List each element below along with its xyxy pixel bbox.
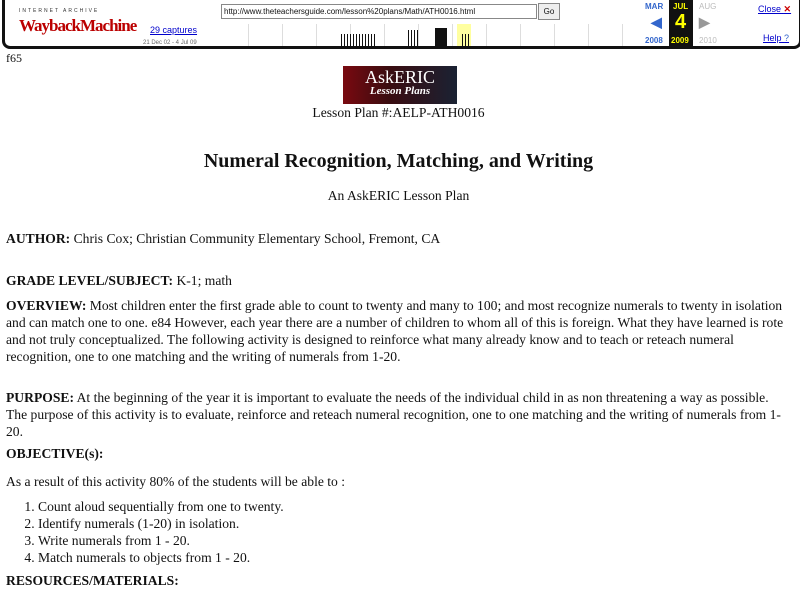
f65-text: f65 [6,51,22,65]
capture-range: 21 Dec 02 - 4 Jul 09 [143,40,197,46]
prev-arrow-icon[interactable]: ◀ [651,14,662,30]
list-item: 3. Write numerals from 1 - 20. [38,532,788,549]
next-year: 2010 [699,36,717,45]
grade [6,272,791,289]
capture-bars[interactable] [341,34,375,46]
current-month: JUL [673,2,689,11]
page-title: Numeral Recognition, Matching, and Writing [203,150,594,172]
close-icon[interactable]: ✕ [783,4,792,14]
logo-title: AskERIC [364,67,435,87]
author-label: AUTHOR: [6,231,71,246]
overview-label: OVERVIEW: [6,298,87,313]
author [6,230,791,247]
objectives-heading: OBJECTIVE(s): [6,446,104,461]
prev-month[interactable]: MAR [645,2,664,11]
author-value: Chris Cox; Christian Community Elementary School, Fremont, CA [70,231,441,246]
help-label[interactable]: Help [763,33,782,43]
resources-heading: RESOURCES/MATERIALS: [6,573,179,588]
purpose-label: PURPOSE: [6,390,74,405]
capture-bars[interactable] [462,34,470,46]
url-input[interactable]: http://www.theteachersguide.com/lesson%20plans/Math/ATH0016.html [221,4,537,19]
page-subtitle: An AskERIC Lesson Plan [327,188,470,203]
grade-label: GRADE LEVEL/SUBJECT: [6,273,174,288]
internet-archive-label: INTERNET ARCHIVE [19,8,100,14]
wayback-toolbar [2,0,800,49]
close-link[interactable] [758,4,791,15]
overview [6,297,791,365]
list-item: 2. Identify numerals (1-20) in isolation. [38,515,788,532]
plan-number: Lesson Plan #:AELP-ATH0016 [312,105,485,120]
close-label[interactable]: Close [758,4,782,14]
logo-sub: Lesson Plans [369,85,431,97]
go-button[interactable]: Go [538,3,560,20]
grade-value: K-1; math [173,273,232,288]
next-month: AUG [699,2,717,11]
capture-bars[interactable] [435,28,447,46]
current-year: 2009 [671,36,689,45]
help-icon[interactable]: ? [784,33,790,43]
next-arrow-icon: ▶ [699,14,710,30]
list-item: 4. Match numerals to objects from 1 - 20. [38,549,788,566]
purpose-text: At the beginning of the year it is important to evaluate the needs of the individual child in as non threatening a way as possible. The purpose of this activity is to evaluate, reinforce and reteach numeral recognition, one to one matching and the writing of numerals from 1-20. [6,390,781,439]
help-link[interactable] [763,33,789,43]
overview-text: Most children enter the first grade able to count to twenty and many to 100; and most recognize numerals to twenty in isolation and can match one to one. e84 However, each year there are a number of children to whom all of this is foreign. What they have learned is rote and not truly conceptualized. The following activity is designed to reinforce what many already know and to teach or reteach numeral recognition, one to one matching and the writing of numerals from 1-20. [6,298,784,364]
purpose [6,389,791,440]
objectives-list [6,498,788,566]
current-day: 4 [675,11,687,33]
prev-year[interactable]: 2008 [645,36,663,45]
list-item: 1. Count aloud sequentially from one to twenty. [38,498,788,515]
objectives-intro: As a result of this activity 80% of the students will be able to : [6,474,346,489]
captures-link[interactable]: 29 captures [150,25,198,35]
wayback-logo[interactable]: WaybackMachine [19,16,137,35]
askeric-logo [343,66,457,104]
capture-bars[interactable] [408,30,420,46]
capture-timeline[interactable] [215,24,635,46]
